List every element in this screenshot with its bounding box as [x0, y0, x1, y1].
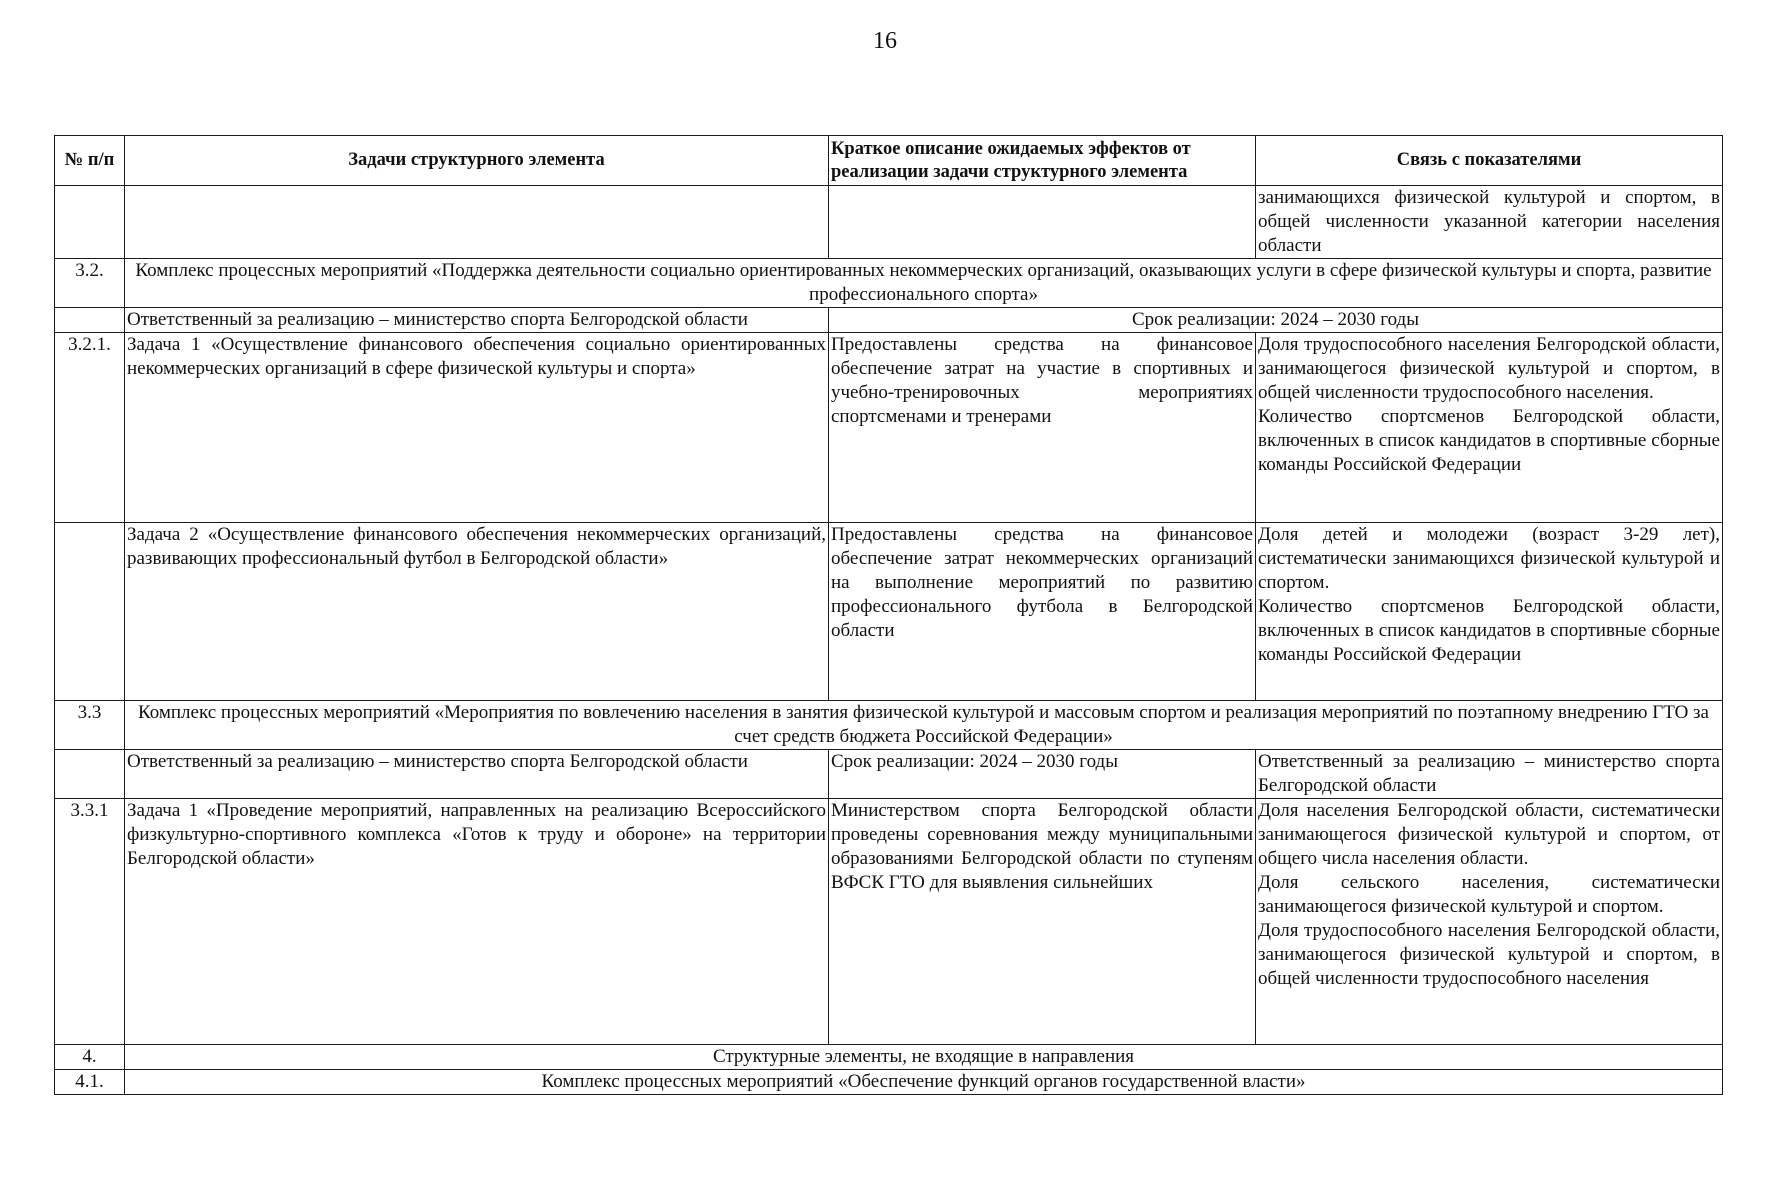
- cell-indicator-link: [1256, 333, 1723, 523]
- indicator-item: Количество спортсменов Белгородской области, включенных в список кандидатов в спортивные сборные команды Российской Федерации: [1258, 406, 1720, 475]
- cell-number: 3.3.1: [55, 799, 125, 1045]
- cell-indicator-link: [1256, 523, 1723, 701]
- cell-complex-title: Комплекс процессных мероприятий «Обеспечение функций органов государственной власти»: [125, 1070, 1723, 1095]
- table-row-continuation: [55, 186, 1723, 259]
- indicator-item: Доля населения Белгородской области, систематически занимающегося физической культурой и спортом, от общего числа населения области.: [1258, 800, 1720, 869]
- cell-responsible-2: Ответственный за реализацию – министерство спорта Белгородской области: [1256, 750, 1723, 799]
- table-row-3-2: [55, 259, 1723, 308]
- header-tasks: Задачи структурного элемента: [125, 136, 829, 186]
- cell-indicator-link: занимающихся физической культурой и спортом, в общей численности указанной категории населения области: [1256, 186, 1723, 259]
- cell-section-title: Структурные элементы, не входящие в направления: [125, 1045, 1723, 1070]
- cell-complex-title: Комплекс процессных мероприятий «Поддержка деятельности социально ориентированных некоммерческих организаций, оказывающих услуги в сфере физической культуры и спорта, развитие профессионального спорта»: [125, 259, 1723, 308]
- page-number: 16: [873, 28, 897, 54]
- cell-number: 4.: [55, 1045, 125, 1070]
- cell-indicator-link: [1256, 799, 1723, 1045]
- cell-responsible: Ответственный за реализацию – министерство спорта Белгородской области: [125, 308, 829, 333]
- cell-task: Задача 1 «Проведение мероприятий, направленных на реализацию Всероссийского физкультурно-спортивного комплекса «Готов к труду и обороне» на территории Белгородской области»: [125, 799, 829, 1045]
- table-row-3-3: [55, 701, 1723, 750]
- indicator-item: Доля сельского населения, систематически занимающегося физической культурой и спортом.: [1258, 872, 1720, 917]
- indicator-item: Доля детей и молодежи (возраст 3-29 лет), систематически занимающихся физической культурой и спортом.: [1258, 524, 1720, 593]
- cell-period: Срок реализации: 2024 – 2030 годы: [829, 750, 1256, 799]
- table-row-3-3-responsible: [55, 750, 1723, 799]
- table-row-3-2-responsible: [55, 308, 1723, 333]
- cell-effect: Предоставлены средства на финансовое обеспечение затрат на участие в спортивных и учебно-тренировочных мероприятиях спортсменами и тренерами: [829, 333, 1256, 523]
- cell-effect: Предоставлены средства на финансовое обеспечение затрат некоммерческих организаций на выполнение мероприятий по развитию профессионального футбола в Белгородской области: [829, 523, 1256, 701]
- header-number: № п/п: [55, 136, 125, 186]
- structural-elements-table: [54, 135, 1723, 1095]
- table-row-3-3-1: [55, 799, 1723, 1045]
- indicator-item: Количество спортсменов Белгородской области, включенных в список кандидатов в спортивные сборные команды Российской Федерации: [1258, 596, 1720, 665]
- indicator-item: Доля трудоспособного населения Белгородской области, занимающегося физической культурой и спортом, в общей численности трудоспособного населения.: [1258, 334, 1720, 403]
- table-row-4: [55, 1045, 1723, 1070]
- cell-complex-title: Комплекс процессных мероприятий «Мероприятия по вовлечению населения в занятия физической культурой и массовым спортом и реализация мероприятий по поэтапному внедрению ГТО за счет средств бюджета Российской Федерации»: [125, 701, 1723, 750]
- table-row-task-2: [55, 523, 1723, 701]
- cell-task: Задача 2 «Осуществление финансового обеспечения некоммерческих организаций, развивающих профессиональный футбол в Белгородской области»: [125, 523, 829, 701]
- cell-number: 4.1.: [55, 1070, 125, 1095]
- cell-empty: [55, 750, 125, 799]
- cell-responsible: Ответственный за реализацию – министерство спорта Белгородской области: [125, 750, 829, 799]
- cell-number: 3.3: [55, 701, 125, 750]
- indicator-item: Доля трудоспособного населения Белгородской области, занимающегося физической культурой и спортом, в общей численности трудоспособного населения: [1258, 920, 1720, 989]
- cell-empty: [55, 523, 125, 701]
- cell-empty: [55, 308, 125, 333]
- cell-number: 3.2.: [55, 259, 125, 308]
- cell-task: Задача 1 «Осуществление финансового обеспечения социально ориентированных некоммерческих организаций в сфере физической культуры и спорта»: [125, 333, 829, 523]
- cell-empty: [829, 186, 1256, 259]
- cell-number: 3.2.1.: [55, 333, 125, 523]
- header-indicator-link: Связь с показателями: [1256, 136, 1723, 186]
- table-row-3-2-1: [55, 333, 1723, 523]
- header-effects: Краткое описание ожидаемых эффектов от реализации задачи структурного элемента: [829, 136, 1256, 186]
- cell-empty: [55, 186, 125, 259]
- cell-period: Срок реализации: 2024 – 2030 годы: [829, 308, 1723, 333]
- table-header-row: [55, 136, 1723, 186]
- table-row-4-1: [55, 1070, 1723, 1095]
- cell-effect: Министерством спорта Белгородской области проведены соревнования между муниципальными образованиями Белгородской области по ступеням ВФСК ГТО для выявления сильнейших: [829, 799, 1256, 1045]
- cell-empty: [125, 186, 829, 259]
